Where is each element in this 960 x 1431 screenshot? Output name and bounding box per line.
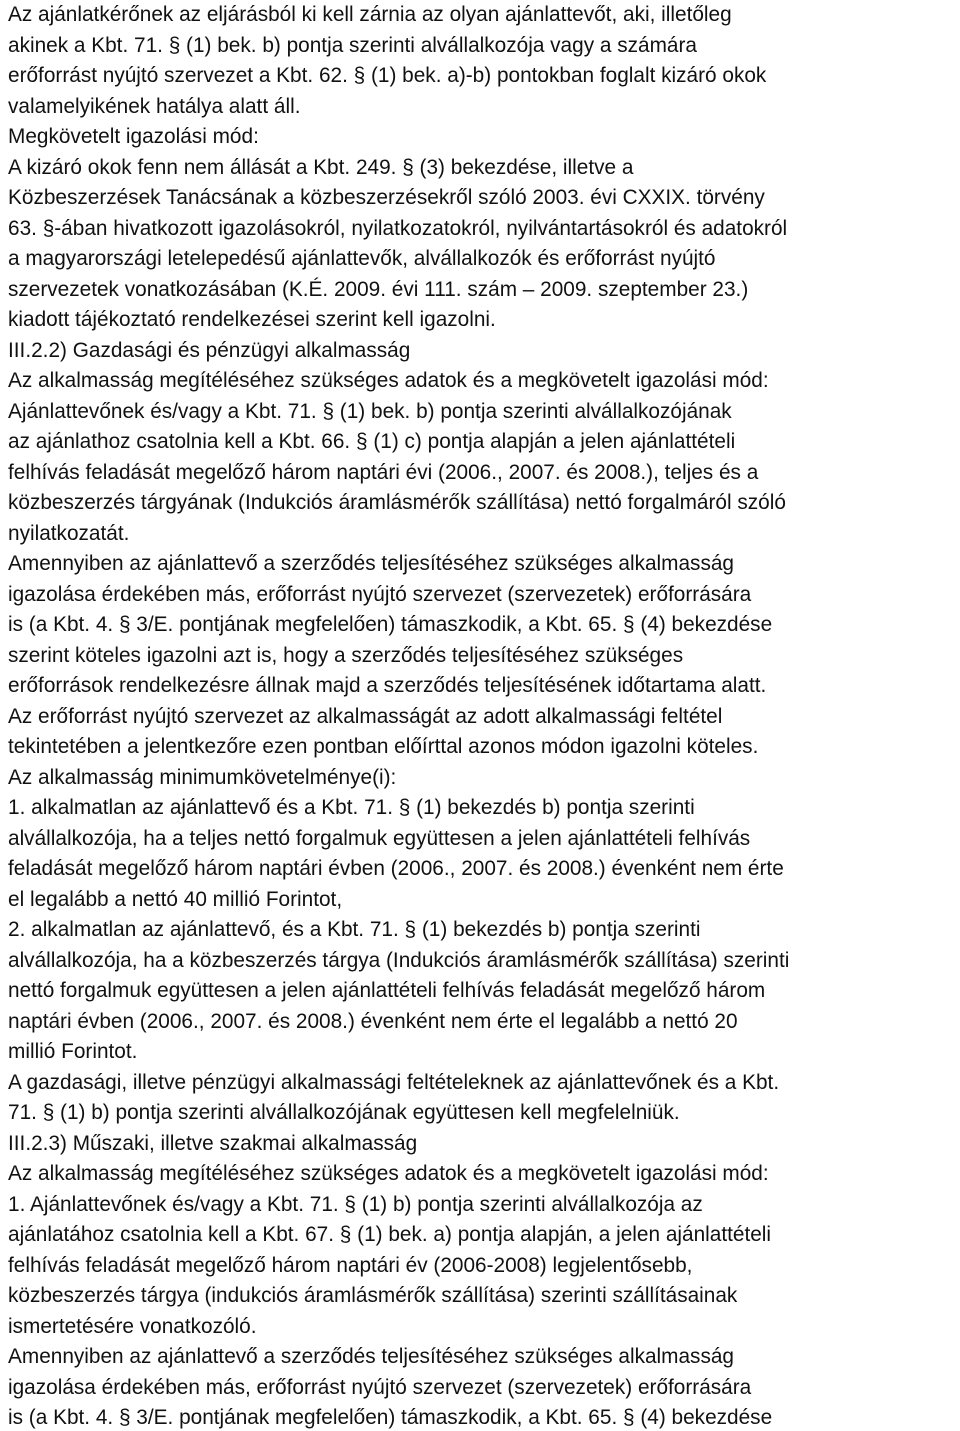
document-line: igazolása érdekében más, erőforrást nyújtó szervezet (szervezetek) erőforrására [8, 1375, 752, 1399]
document-line: Az erőforrást nyújtó szervezet az alkalmasságát az adott alkalmassági feltétel [8, 704, 723, 728]
document-line: 63. §-ában hivatkozott igazolásokról, nyilatkozatokról, nyilvántartásokról és adatokról [8, 216, 788, 240]
document-line: akinek a Kbt. 71. § (1) bek. b) pontja szerinti alvállalkozója vagy a számára [8, 33, 697, 57]
document-line: 1. Ajánlattevőnek és/vagy a Kbt. 71. § (1) b) pontja szerinti alvállalkozója az [8, 1192, 703, 1216]
document-line: ismertetésére vonatkozóló. [8, 1314, 257, 1338]
document-line: Megkövetelt igazolási mód: [8, 125, 259, 148]
document-line: A gazdasági, illetve pénzügyi alkalmassági feltételeknek az ajánlattevőnek és a Kbt. [8, 1070, 780, 1094]
document-line: Az alkalmasság minimumkövetelménye(i): [8, 765, 397, 789]
document-line: közbeszerzés tárgya (indukciós áramlásmérők szállítása) szerinti szállításainak [8, 1284, 738, 1307]
document-line: III.2.3) Műszaki, illetve szakmai alkalmasság [8, 1131, 418, 1155]
document-line: nettó forgalmuk együttesen a jelen ajánlattételi felhívás feladását megelőző három [8, 979, 766, 1002]
document-line: naptári évben (2006., 2007. és 2008.) évenként nem érte el legalább a nettó 20 [8, 1009, 738, 1033]
document-line: Amennyiben az ajánlattevő a szerződés teljesítéséhez szükséges alkalmasság [8, 552, 734, 575]
document-line: Az ajánlatkérőnek az eljárásból ki kell zárnia az olyan ajánlattevőt, aki, illetőleg [8, 3, 732, 26]
document-line: a magyarországi letelepedésű ajánlattevők, alvállalkozók és erőforrást nyújtó [8, 247, 716, 270]
document-line: Közbeszerzések Tanácsának a közbeszerzésekről szóló 2003. évi CXXIX. törvény [8, 186, 765, 209]
document-line: kiadott tájékoztató rendelkezései szerint kell igazolni. [8, 308, 496, 331]
document-line: alvállalkozója, ha a közbeszerzés tárgya (Indukciós áramlásmérők szállítása) szerinti [8, 948, 790, 972]
document-line: közbeszerzés tárgyának (Indukciós áramlásmérők szállítása) nettó forgalmáról szóló [8, 491, 786, 514]
document-line: Amennyiben az ajánlattevő a szerződés teljesítéséhez szükséges alkalmasság [8, 1345, 734, 1368]
document-line: el legalább a nettó 40 millió Forintot, [8, 887, 343, 911]
document-line: tekintetében a jelentkezőre ezen pontban előírttal azonos módon igazolni köteles. [8, 735, 759, 758]
document-line: az ajánlathoz csatolnia kell a Kbt. 66. § (1) c) pontja alapján a jelen ajánlattételi [8, 430, 736, 453]
document-line: erőforrások rendelkezésre állnak majd a szerződés teljesítésének időtartama alatt. [8, 674, 767, 697]
document-line: ajánlatához csatolnia kell a Kbt. 67. § (1) bek. a) pontja alapján, a jelen ajánlattételi [8, 1223, 772, 1246]
document-line: feladását megelőző három naptári évben (2006., 2007. és 2008.) évenként nem érte [8, 857, 784, 880]
document-line: felhívás feladását megelőző három naptári év (2006-2008) legjelentősebb, [8, 1253, 693, 1277]
document-line: 2. alkalmatlan az ajánlattevő, és a Kbt. 71. § (1) bekezdés b) pontja szerinti [8, 918, 701, 941]
document-line: III.2.2) Gazdasági és pénzügyi alkalmasság [8, 338, 411, 362]
document-line: erőforrást nyújtó szervezet a Kbt. 62. § (1) bek. a)-b) pontokban foglalt kizáró okok [8, 64, 767, 87]
document-line: A kizáró okok fenn nem állását a Kbt. 249. § (3) bekezdése, illetve a [8, 155, 634, 179]
document-line: Az alkalmasság megítéléséhez szükséges adatok és a megkövetelt igazolási mód: [8, 1162, 769, 1185]
document-line: Ajánlattevőnek és/vagy a Kbt. 71. § (1) bek. b) pontja szerinti alvállalkozójának [8, 399, 732, 423]
document-line: valamelyikének hatálya alatt áll. [8, 94, 301, 118]
document-line: millió Forintot. [8, 1040, 138, 1063]
document-line: felhívás feladását megelőző három naptári évi (2006., 2007. és 2008.), teljes és a [8, 460, 759, 484]
document-line: is (a Kbt. 4. § 3/E. pontjának megfelelően) támaszkodik, a Kbt. 65. § (4) bekezdése [8, 1406, 773, 1429]
document-line: Az alkalmasság megítéléséhez szükséges adatok és a megkövetelt igazolási mód: [8, 369, 769, 392]
document-line: igazolása érdekében más, erőforrást nyújtó szervezet (szervezetek) erőforrására [8, 582, 752, 606]
document-line: alvállalkozója, ha a teljes nettó forgalmuk együttesen a jelen ajánlattételi felhívás [8, 826, 751, 850]
document-line: szerint köteles igazolni azt is, hogy a szerződés teljesítéséhez szükséges [8, 643, 684, 667]
document-line: is (a Kbt. 4. § 3/E. pontjának megfelelően) támaszkodik, a Kbt. 65. § (4) bekezdése [8, 613, 773, 636]
document-line: 1. alkalmatlan az ajánlattevő és a Kbt. 71. § (1) bekezdés b) pontja szerinti [8, 796, 695, 819]
document-line: szervezetek vonatkozásában (K.É. 2009. évi 111. szám – 2009. szeptember 23.) [8, 277, 749, 301]
document-line: 71. § (1) b) pontja szerinti alvállalkozójának együttesen kell megfelelniük. [8, 1101, 680, 1124]
document-line: nyilatkozatát. [8, 521, 130, 545]
